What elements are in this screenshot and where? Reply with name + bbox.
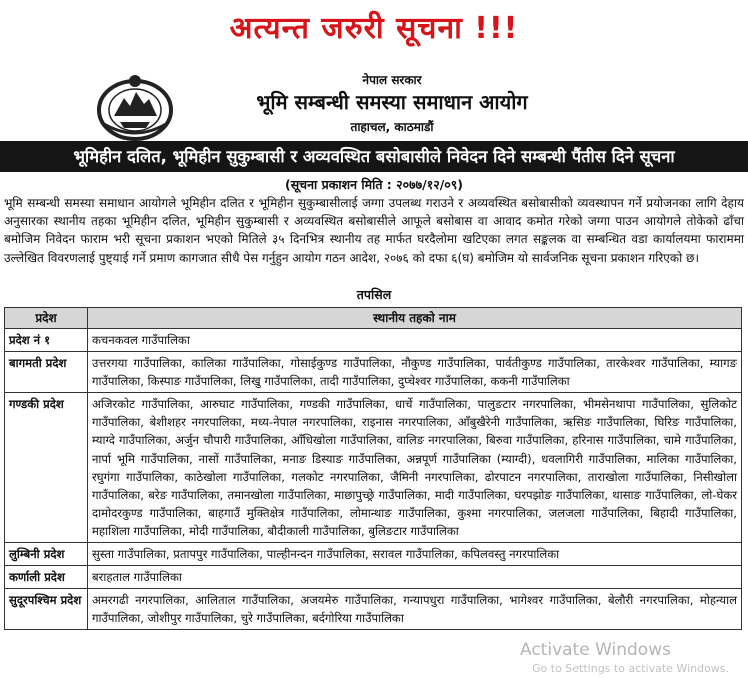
- local-levels-cell: बराहताल गाउँपालिका: [88, 566, 742, 589]
- government-label: नेपाल सरकार: [362, 73, 422, 87]
- commission-name: भूमि सम्बन्धी समस्या समाधान आयोग: [256, 90, 528, 114]
- province-local-level-table: [4, 307, 742, 630]
- local-levels-cell: उत्तरगया गाउँपालिका, कालिका गाउँपालिका, गोसाईकुण्ड गाउँपालिका, नौकुण्ड गाउँपालिका, पार्वतीकुण्ड गाउँपालिका, तारकेश्वर गाउँपालिका, म्यागङ गाउँपालिका, किस्पाङ गाउँपालिका, लिखु गाउँपालिका, तादी गाउँपालिका, दुप्चेश्वर गाउँपालिका, ककनी गाउँपालिका: [88, 352, 742, 393]
- province-cell: बागमती प्रदेश: [5, 352, 88, 393]
- province-cell: लुम्बिनी प्रदेश: [5, 543, 88, 566]
- activate-windows-watermark: Activate Windows: [520, 640, 671, 660]
- urgent-notice-heading: अत्यन्त जरुरी सूचना !!!: [229, 11, 519, 46]
- local-levels-cell: सुस्ता गाउँपालिका, प्रतापपुर गाउँपालिका, पाल्हीनन्दन गाउँपालिका, सरावल गाउँपालिका, कपिलवस्तु नगरपालिका: [88, 543, 742, 566]
- local-levels-cell: अमरगढी नगरपालिका, आलिताल गाउँपालिका, अजयमेरु गाउँपालिका, गन्यापधुरा गाउँपालिका, भागेश्वर गाउँपालिका, बेलौरी नगरपालिका, मोहन्याल गाउँपालिका, जोशीपुर गाउँपालिका, चुरे गाउँपालिका, बर्दगोरिया गाउँपालिका: [88, 589, 742, 630]
- table-row: [5, 543, 742, 566]
- province-cell: कर्णाली प्रदेश: [5, 566, 88, 589]
- publication-date: (सूचना प्रकाशन मिति : २०७७/१२/०९): [285, 177, 463, 192]
- notice-title-banner: भूमिहीन दलित, भूमिहीन सुकुम्बासी र अव्यवस्थित बसोबासीले निवेदन दिने सम्बन्धी पैंतीस दिने सूचना: [0, 141, 748, 172]
- schedule-heading: तपसिल: [356, 287, 392, 302]
- table-row: [5, 352, 742, 393]
- province-cell: सुदूरपश्चिम प्रदेश: [5, 589, 88, 630]
- table-row: [5, 329, 742, 352]
- table-row: [5, 589, 742, 630]
- local-levels-cell: कचनकवल गाउँपालिका: [88, 329, 742, 352]
- local-levels-cell: अजिरकोट गाउँपालिका, आरुघाट गाउँपालिका, गण्डकी गाउँपालिका, धार्चे गाउँपालिका, पालुङटार नगरपालिका, भीमसेनथापा गाउँपालिका, सुलिकोट गाउँपालिका, बेशीशहर नगरपालिका, मध्य-नेपाल नगरपालिका, राइनास नगरपालिका, आँबुखैरेनी गाउँपालिका, ऋसिङ गाउँपालिका, घिरिङ गाउँपालिका, म्याग्दे गाउँपालिका, अर्जुन चौपारी गाउँपालिका, आँधिखोला गाउँपालिका, वालिङ नगरपालिका, बिरुवा गाउँपालिका, हरिनास गाउँपालिका, चामे गाउँपालिका, नार्पा भूमि गाउँपालिका, नासों गाउँपालिका, मनाङ डिस्याङ गाउँपालिका, अन्नपूर्ण गाउँपालिका (म्याग्दी), धवलागिरी गाउँपालिका, मालिका गाउँपालिका, रघुगंगा गाउँपालिका, काठेखोला गाउँपालिका, गलकोट नगरपालिका, जैमिनी नगरपालिका, ढोरपाटन नगरपालिका, ताराखोला गाउँपालिका, निसीखोला गाउँपालिका, बरेङ गाउँपालिका, तमानखोला गाउँपालिका, माछापुच्छ्रे गाउँपालिका, मादी गाउँपालिका, घरपझोङ गाउँपालिका, थासाङ गाउँपालिका, लो-घेकर दामोदरकुण्ड गाउँपालिका, बाहगाउँ मुक्तिक्षेत्र गाउँपालिका, लोमान्थाङ गाउँपालिका, कुश्मा नगरपालिका, जलजला गाउँपालिका, बिहादी गाउँपालिका, महाशिला गाउँपालिका, मोदी गाउँपालिका, बौदीकाली गाउँपालिका, बुलिङटार गाउँपालिका: [88, 393, 742, 543]
- table-row: [5, 566, 742, 589]
- commission-location: ताहाचल, काठमाडौं: [350, 120, 434, 134]
- province-cell: गण्डकी प्रदेश: [5, 393, 88, 543]
- column-header-province: प्रदेश: [5, 308, 88, 329]
- activate-windows-hint: Go to Settings to activate Windows.: [532, 662, 730, 675]
- notice-paragraph: भूमि सम्बन्धी समस्या समाधान आयोगले भूमिहीन दलित र भूमिहीन सुकुम्बासीलाई जग्गा उपलब्ध गराउने र अव्यवस्थित बसोबासीको व्यवस्थापन गर्ने प्रयोजनका लागि देहाय अनुसारका स्थानीय तहका भूमिहीन दलित, भूमिहीन सुकुम्बासी र अव्यवस्थित बसोबासीले आफूले बसोबास वा आवाद कमोत गरेको जग्गा पाउन आयोगले तोकेको ढाँचा बमोजिम निवेदन फाराम भरी सूचना प्रकाशन भएको मितिले ३५ दिनभित्र स्थानीय तह मार्फत घरदैलोमा खटिएका लगत सङ्कलक वा सम्बन्धित वडा कार्यालयमा फाराममा उल्लेखित विवरणलाई पुष्ट्याई गर्ने प्रमाण कागजात सीधै पेस गर्नुहुन आयोग गठन आदेश, २०७६ को दफा ६(घ) बमोजिम यो सार्वजनिक सूचना प्रकाशन गरिएको छ।: [4, 196, 744, 265]
- column-header-local-level: स्थानीय तहको नाम: [88, 308, 742, 329]
- table-row: [5, 393, 742, 543]
- province-cell: प्रदेश नं १: [5, 329, 88, 352]
- table-header-row: [5, 308, 742, 329]
